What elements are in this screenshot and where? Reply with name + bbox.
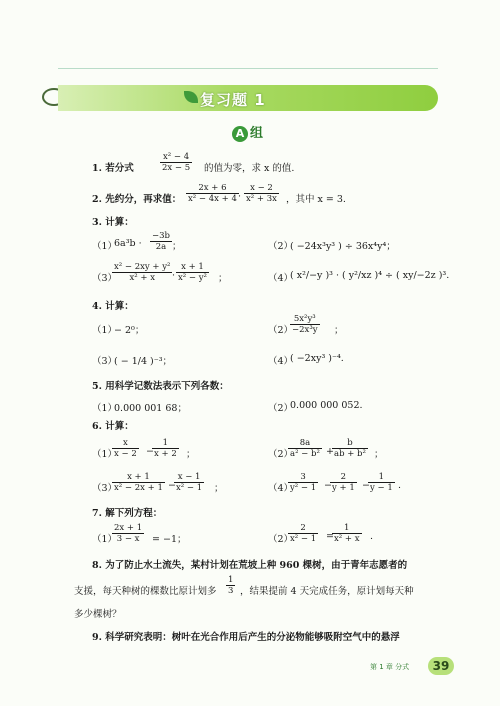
p6a-f2-den: x + 2 xyxy=(154,449,177,459)
p6c-f2-den: x² − 1 xyxy=(176,483,203,493)
p6c-frac1 xyxy=(112,472,165,493)
p7b-f2-num: 1 xyxy=(332,523,362,534)
p3c-f1-num: x² − 2xy + y² xyxy=(114,262,171,272)
p1-after: 的值为零，求 x 的值. xyxy=(204,163,295,174)
p4a-text: − 2⁰； xyxy=(114,325,145,336)
p2-f2-den: x² + 3x xyxy=(246,194,277,204)
p5a-label: （1） xyxy=(92,403,118,414)
p7a-fraction xyxy=(112,523,144,544)
p7b-f1-num: 2 xyxy=(288,523,318,534)
p3-title: 3. 计算： xyxy=(92,217,134,228)
group-heading xyxy=(232,122,263,142)
p6b-label: （2） xyxy=(268,449,294,460)
p1-num: x² − 4 xyxy=(160,152,192,163)
p7a-label: （1） xyxy=(92,534,118,545)
p3c-f1-den: x² + x xyxy=(129,273,155,283)
p8-line2b: ，结果提前 4 天完成任务，原计划每天种 xyxy=(240,586,414,597)
p2-after: ，其中 x = 3. xyxy=(286,194,346,205)
p3c-after: ； xyxy=(218,273,228,284)
p6b-f2-num: b xyxy=(332,438,368,449)
p6d-label: （4） xyxy=(268,483,294,494)
p6d-f1-num: 3 xyxy=(288,472,318,483)
p6d-frac3 xyxy=(368,472,395,493)
section-title: 复习题 1 xyxy=(200,91,266,109)
p4b-num: 5x²y³ xyxy=(290,314,320,325)
p6b-frac2 xyxy=(332,438,368,459)
p2-frac1 xyxy=(186,183,242,204)
p3b-text: ( −24x³y³ ) ÷ 36x⁴y⁴； xyxy=(290,241,396,252)
p4a-label: （1） xyxy=(92,325,118,336)
p3c-f2-den: x² − y² xyxy=(178,273,207,283)
p6d-after: . xyxy=(398,480,402,491)
p6b-f1-num: 8a xyxy=(288,438,322,449)
p4b-after: ； xyxy=(334,325,344,336)
p7a-den: 3 − x xyxy=(116,534,140,544)
p6b-op: + xyxy=(326,446,334,457)
p6b-frac1 xyxy=(288,438,322,459)
group-letter-badge: A xyxy=(232,126,248,142)
p3a-after: ； xyxy=(172,241,182,252)
p4d-text: ( −2xy³ )⁻⁴. xyxy=(290,353,344,364)
p4d-label: （4） xyxy=(268,356,294,367)
p6-title: 6. 计算： xyxy=(92,421,134,432)
p1-text: 1. 若分式 xyxy=(92,163,134,174)
group-label: 组 xyxy=(250,126,264,141)
p2-text: 2. 先约分，再求值： xyxy=(92,194,182,205)
p2-frac2 xyxy=(244,183,279,204)
p6c-f1-den: x² − 2x + 1 xyxy=(114,483,163,493)
p3a-label: （1） xyxy=(92,241,118,252)
p6d-f3-num: 1 xyxy=(368,472,395,483)
p7b-op: = xyxy=(326,531,334,542)
p6a-f1-num: x xyxy=(112,438,139,449)
p7b-label: （2） xyxy=(268,534,294,545)
p3c-op: · xyxy=(172,270,176,281)
p6b-f1-den: a² − b² xyxy=(290,449,320,459)
p6c-f2-num: x − 1 xyxy=(174,472,204,483)
p2-op: · xyxy=(238,191,242,202)
p6d-f2-num: 2 xyxy=(330,472,357,483)
p8-line1: 8. 为了防止水土流失，某村计划在荒坡上种 960 棵树，由于青年志愿者的 xyxy=(92,560,408,571)
p8-num: 1 xyxy=(228,575,234,585)
p6a-f2-num: 1 xyxy=(152,438,179,449)
p3d-text: ( x²/−y )³ · ( y²/xz )⁴ ÷ ( xy/−2z )³. xyxy=(290,270,450,281)
p6b-after: ； xyxy=(374,449,384,460)
p6a-f1-den: x − 2 xyxy=(114,449,137,459)
p7-title: 7. 解下列方程： xyxy=(92,508,163,519)
p3c-frac2 xyxy=(176,262,209,283)
p4c-text: ( − 1/4 )⁻³； xyxy=(114,356,173,367)
p4b-fraction xyxy=(290,314,320,335)
p8-line3: 多少棵树？ xyxy=(74,609,122,620)
p4-title: 4. 计算： xyxy=(92,301,134,312)
p6c-frac2 xyxy=(174,472,204,493)
p6c-f1-num: x + 1 xyxy=(112,472,165,483)
p6a-frac2 xyxy=(152,438,179,459)
p7b-after: . xyxy=(370,531,374,542)
p3a-fraction xyxy=(150,231,172,252)
p6d-frac2 xyxy=(330,472,357,493)
p1-fraction xyxy=(160,152,192,173)
p6c-op: − xyxy=(168,480,176,491)
p7a-num: 2x + 1 xyxy=(114,523,143,533)
p6d-frac1 xyxy=(288,472,318,493)
p5b-text: 0.000 000 052. xyxy=(290,400,363,411)
p4c-label: （3） xyxy=(92,356,118,367)
p2-f1-num: 2x + 6 xyxy=(186,183,239,194)
p7b-f2-den: x² + x xyxy=(334,534,360,544)
p6c-label: （3） xyxy=(92,483,118,494)
p1-den: 2x − 5 xyxy=(162,163,191,173)
p6a-op: − xyxy=(146,446,154,457)
p7b-frac1 xyxy=(288,523,318,544)
p9-line1: 9. 科学研究表明：树叶在光合作用后产生的分泌物能够吸附空气中的悬浮 xyxy=(92,632,400,643)
p3c-frac1 xyxy=(112,262,172,283)
p6a-after: ； xyxy=(186,449,196,460)
p6a-frac1 xyxy=(112,438,139,459)
p3b-label: （2） xyxy=(268,241,294,252)
p3a-den: 2a xyxy=(155,242,167,252)
p8-den: 3 xyxy=(228,586,234,596)
p5-title: 5. 用科学记数法表示下列各数： xyxy=(92,381,229,392)
chapter-footer: 第 1 章 分式 xyxy=(370,663,410,671)
p7b-frac2 xyxy=(332,523,362,544)
p2-f1-den: x² − 4x + 4 xyxy=(188,194,237,204)
p5a-text: 0.000 001 68； xyxy=(114,403,187,414)
p3d-label: （4） xyxy=(268,273,294,284)
top-rule xyxy=(58,68,438,69)
p3c-f2-num: x + 1 xyxy=(176,262,209,273)
p5b-label: （2） xyxy=(268,403,294,414)
p4b-den: −2x³y xyxy=(292,325,318,335)
p6d-op2: − xyxy=(362,480,370,491)
p8-fraction xyxy=(226,575,235,596)
p6c-after: ； xyxy=(214,483,224,494)
p6d-op1: − xyxy=(324,480,332,491)
p6d-f2-den: y + 1 xyxy=(332,483,355,493)
p3c-label: （3） xyxy=(92,273,118,284)
p4b-label: （2） xyxy=(268,325,294,336)
p7b-f1-den: x² − 1 xyxy=(290,534,317,544)
p6a-label: （1） xyxy=(92,449,118,460)
p6d-f1-den: y² − 1 xyxy=(290,483,317,493)
p6d-f3-den: y − 1 xyxy=(370,483,393,493)
p6b-f2-den: ab + b² xyxy=(334,449,366,459)
p3a-num: −3b xyxy=(152,231,170,241)
p7a-after: = −1； xyxy=(152,534,187,545)
page-number: 39 xyxy=(428,657,454,675)
p2-f2-num: x − 2 xyxy=(244,183,279,194)
p8-line2a: 支援，每天种树的棵数比原计划多 xyxy=(74,586,217,597)
p3a-pre: 6a³b · xyxy=(114,238,142,249)
